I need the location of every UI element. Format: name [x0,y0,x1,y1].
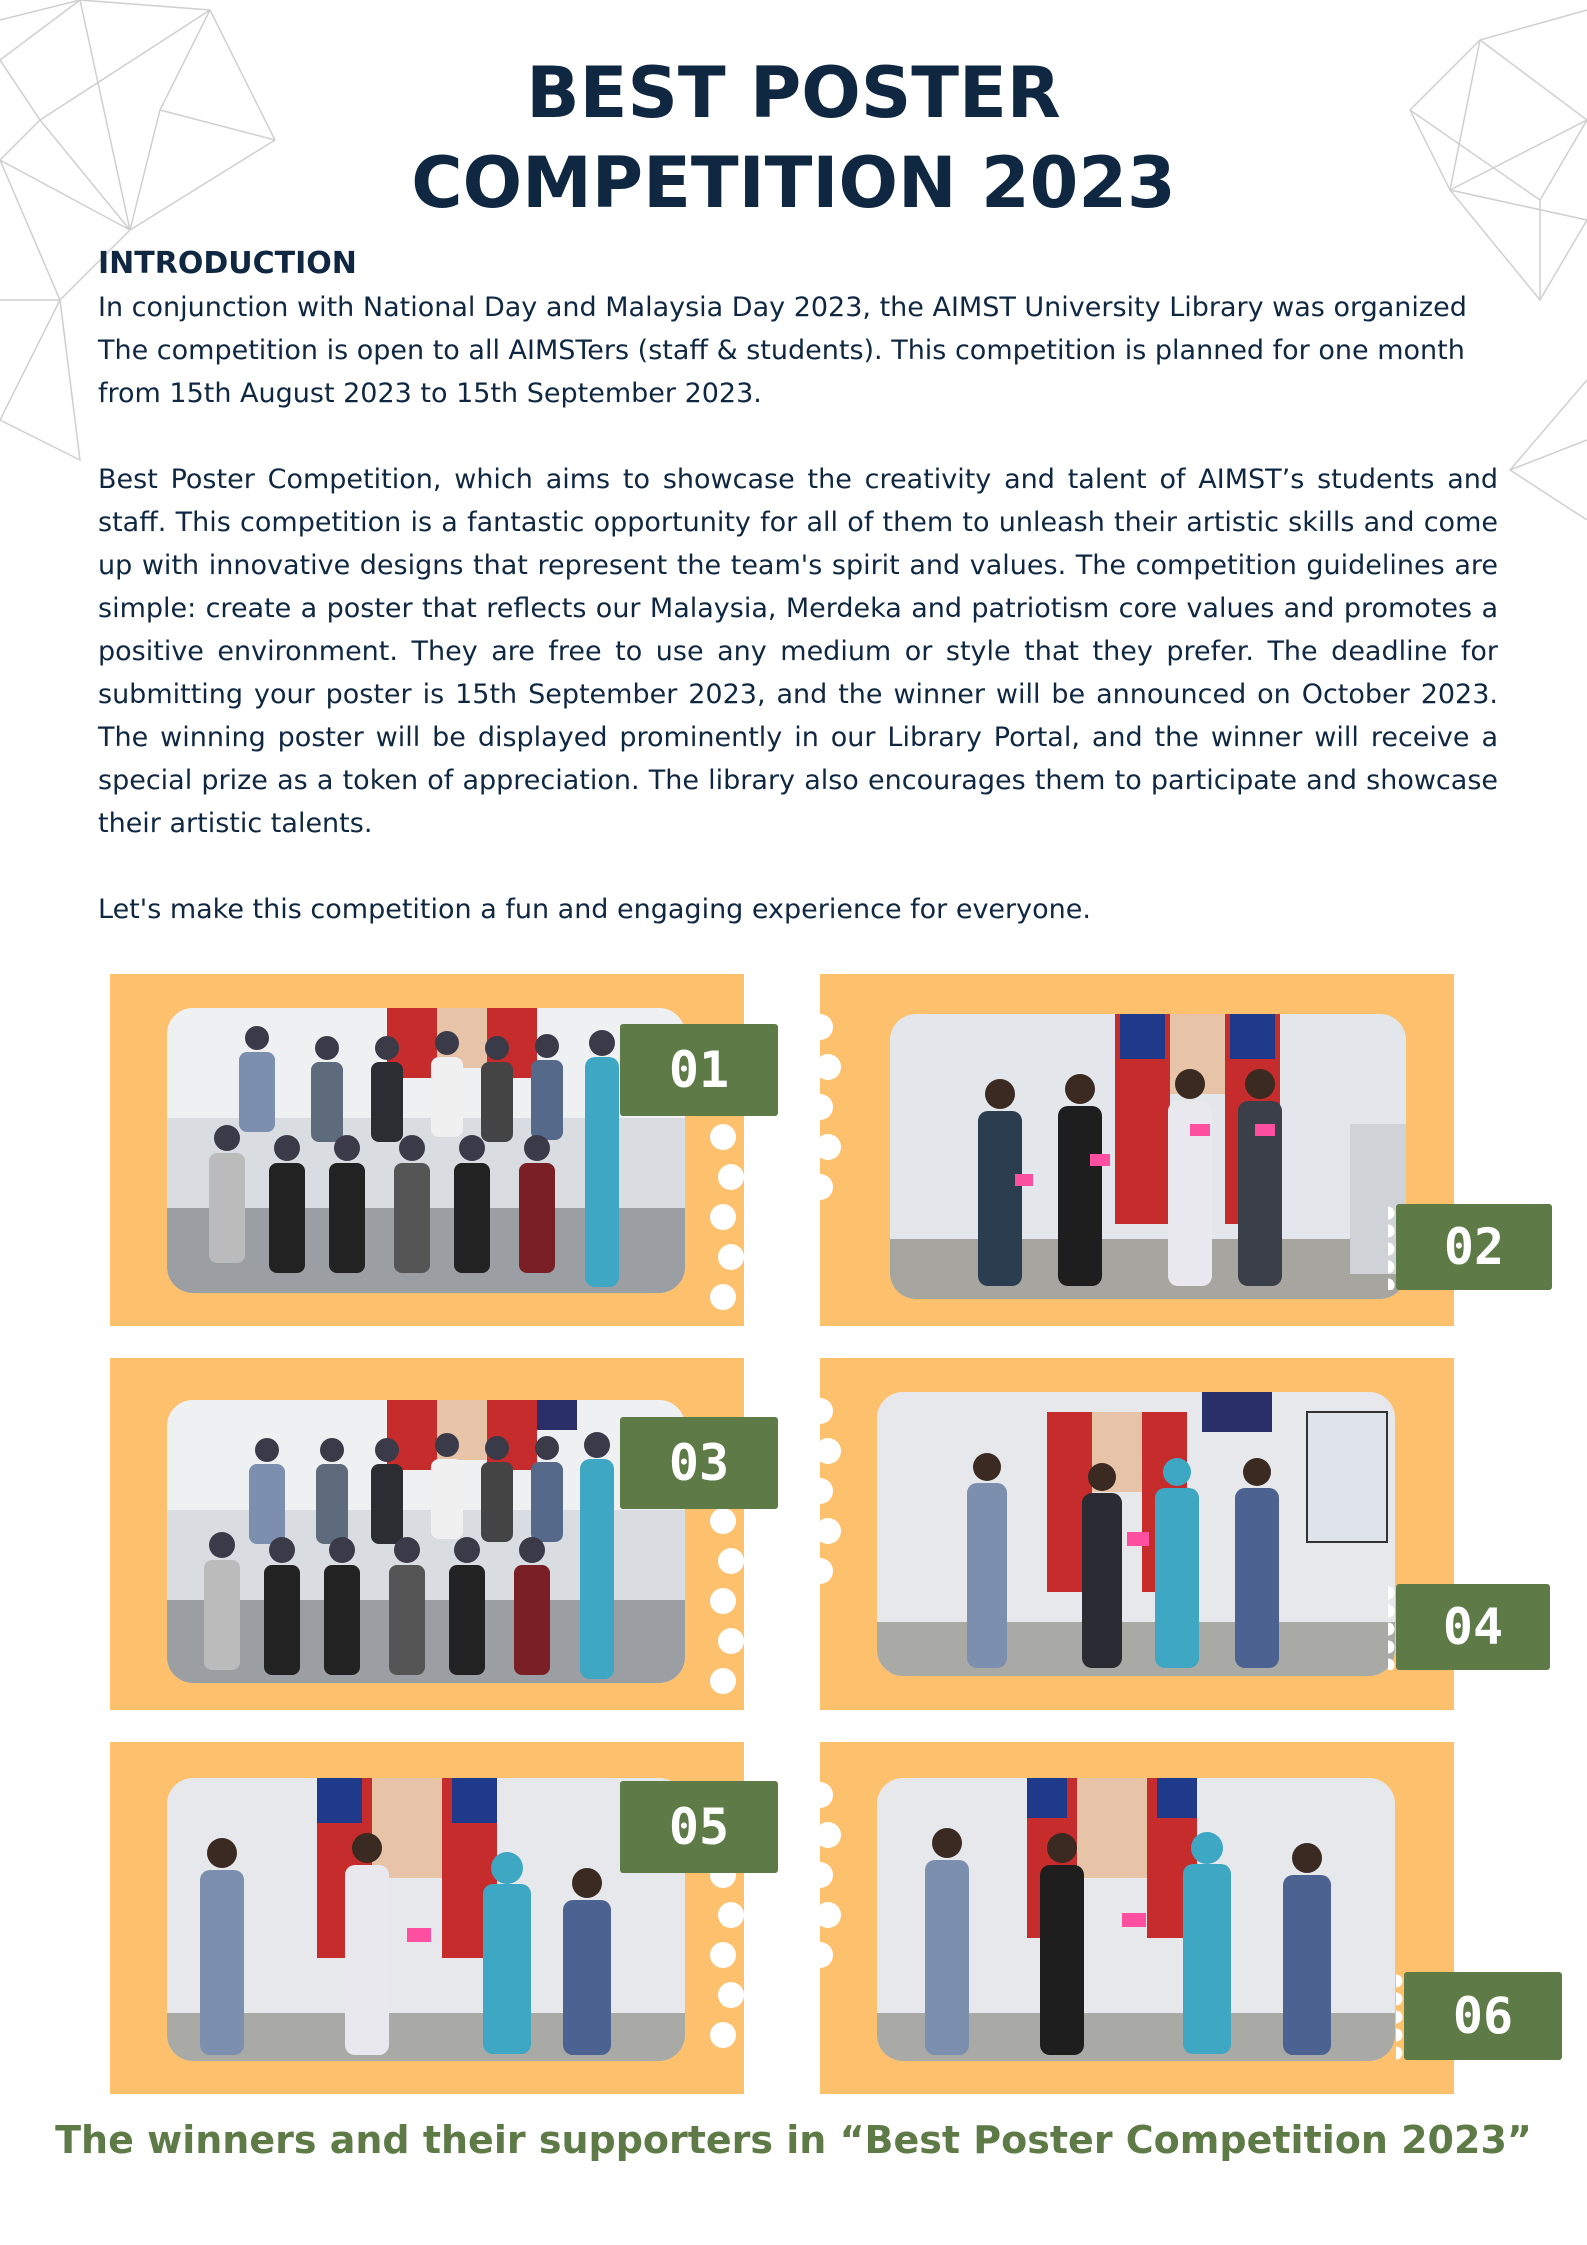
introduction-heading: INTRODUCTION [98,246,357,281]
page-title [0,48,1587,228]
photo-number-tag-03: 03 [620,1417,778,1509]
title-line-2: COMPETITION 2023 [411,142,1176,224]
photo-number-tag-06: 06 [1404,1972,1562,2060]
photo-05 [167,1778,685,2061]
photo-caption: The winners and their supporters in “Best Poster Competition 2023” [55,2118,1532,2162]
photo-number-tag-04: 04 [1396,1584,1550,1670]
introduction-paragraph-2: Best Poster Competition, which aims to showcase the creativity and talent of AIMST’s students and staff. This competition is a fantastic opportunity for all of them to unleash their artistic skills and come up with innovative designs that represent the team's spirit and values. The competition guidelines are simple: create a poster that reflects our Malaysia, Merdeka and patriotism core values and promotes a positive environment. They are free to use any medium or style that they prefer. The deadline for submitting your poster is 15th September 2023, and the winner will be announced on October 2023. The winning poster will be displayed prominently in our Library Portal, and the winner will receive a special prize as a token of appreciation. The library also encourages them to participate and showcase their artistic talents. [98,464,1498,839]
photo-number-tag-01: 01 [620,1024,778,1116]
photo-02 [890,1014,1406,1299]
photo-04 [877,1392,1395,1676]
introduction-paragraph-1: In conjunction with National Day and Malaysia Day 2023, the AIMST University Library was organized The competition is open to all AIMSTers (staff & students). This competition is planned for one month from 15th August 2023 to 15th September 2023. [98,292,1467,409]
photo-number-tag-05: 05 [620,1781,778,1873]
photo-number-tag-02: 02 [1396,1204,1552,1290]
award-photo-image [877,1392,1395,1676]
group-photo-image [167,1400,685,1683]
group-photo-image [167,1008,685,1293]
photo-06 [877,1778,1395,2061]
photo-03 [167,1400,685,1683]
award-photo-image [167,1778,685,2061]
award-photo-image [877,1778,1395,2061]
introduction-body [98,286,1498,931]
introduction-paragraph-3: Let's make this competition a fun and engaging experience for everyone. [98,894,1091,925]
title-line-1: BEST POSTER [526,52,1061,134]
winners-photo-image [890,1014,1406,1299]
photo-01 [167,1008,685,1293]
